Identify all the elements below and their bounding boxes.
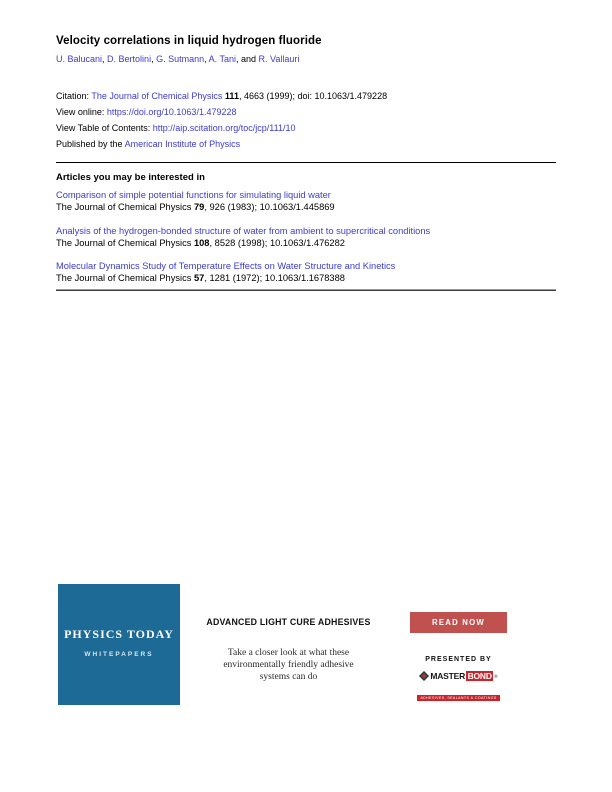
author-link[interactable]: R. Vallauri [258,54,300,64]
masterbond-logo[interactable] [410,668,507,704]
masterbond-gem-icon [419,671,429,681]
citation-rest: , 4663 (1999); doi: 10.1063/1.479228 [238,91,388,101]
presented-by-label: PRESENTED BY [425,656,492,663]
citation-block [56,88,556,152]
article-rest: , 926 (1983); 10.1063/1.445869 [204,202,335,212]
article-rest: , 1281 (1972); 10.1063/1.1678388 [204,273,345,283]
related-article [56,225,556,249]
author-link[interactable]: D. Bertolini [107,54,152,64]
masterbond-wordmark-bond: BOND [467,671,492,681]
ad-body-text [186,647,391,683]
article-volume: 57 [193,273,205,283]
physics-today-logo: PHYSICS TODAY [64,627,174,641]
author-link[interactable]: G. Sutmann [156,54,205,64]
ad-headline: ADVANCED LIGHT CURE ADHESIVES [206,617,371,627]
toc-link[interactable]: http://aip.scitation.org/toc/jcp/111/10 [152,123,296,133]
article-title-link[interactable]: Analysis of the hydrogen-bonded structure of water from ambient to supercritical conditions [56,226,431,236]
ad-body-line: environmentally friendly adhesive [223,660,354,670]
author-separator: , [204,54,209,64]
article-journal: The Journal of Chemical Physics [56,273,194,283]
toc-line [56,120,556,136]
article-journal: The Journal of Chemical Physics [56,238,194,248]
masterbond-wordmark-master: MASTER [430,671,466,681]
volume-number: 111 [224,91,239,101]
citation-label: Citation: [56,91,92,101]
publisher-line [56,136,556,152]
related-articles-heading: Articles you may be interested in [56,172,205,183]
author-line [56,54,299,64]
page-title: Velocity correlations in liquid hydrogen fluoride [56,35,322,47]
article-volume: 108 [193,238,210,248]
author-link[interactable]: U. Balucani [56,54,103,64]
related-article [56,260,556,284]
citation-line [56,88,556,104]
article-rest: , 8528 (1998); 10.1063/1.476282 [209,238,345,248]
view-online-line [56,104,556,120]
journal-link[interactable]: The Journal of Chemical Physics [91,91,225,101]
divider-bottom [56,289,556,291]
read-now-button[interactable]: READ NOW [410,612,507,633]
toc-label: View Table of Contents: [56,123,153,133]
ad-body-line: Take a closer look at what these [227,648,350,658]
physics-today-ad-tile[interactable] [58,584,180,705]
article-citation [56,201,556,213]
view-online-label: View online: [56,107,107,117]
article-citation [56,237,556,249]
article-title-link[interactable]: Comparison of simple potential functions for simulating liquid water [56,190,331,200]
author-separator: , [151,54,157,64]
author-link[interactable]: A. Tani [208,54,236,64]
ad-body-line: systems can do [259,672,318,682]
divider-top [56,162,556,163]
advertisement-banner [58,584,556,705]
article-citation [56,272,556,284]
author-separator: , [102,54,108,64]
registered-mark: ® [494,673,498,679]
ad-copy [186,617,391,683]
related-article [56,189,556,213]
whitepapers-label: WHITEPAPERS [84,651,154,658]
publisher-link[interactable]: American Institute of Physics [124,139,241,149]
article-volume: 79 [193,202,205,212]
article-journal: The Journal of Chemical Physics [56,202,194,212]
publisher-label: Published by the [56,139,125,149]
article-title-link[interactable]: Molecular Dynamics Study of Temperature Effects on Water Structure and Kinetics [56,261,396,271]
author-separator: , and [235,54,259,64]
doi-link[interactable]: https://doi.org/10.1063/1.479228 [106,107,237,117]
masterbond-tagline: ADHESIVES, SEALANTS & COATINGS [417,695,499,701]
